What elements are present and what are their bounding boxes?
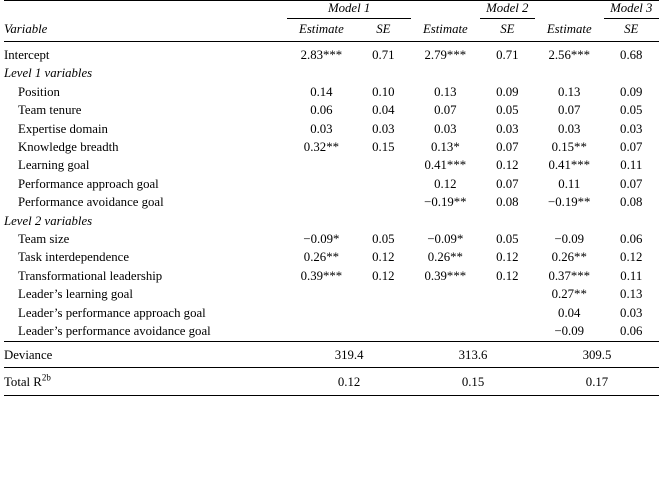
row-value: −0.09* xyxy=(303,232,340,247)
row-value xyxy=(411,304,480,322)
row-label: Expertise domain xyxy=(18,121,108,136)
row-value: −0.09* xyxy=(427,232,464,247)
row-value xyxy=(535,212,604,230)
row-value xyxy=(356,193,411,211)
row-value: 0.11 xyxy=(620,158,643,173)
model-2-header: Model 2 xyxy=(480,1,535,19)
row-value: 0.07 xyxy=(496,176,519,191)
table-row xyxy=(4,64,659,82)
total-r-label-prefix: Total R xyxy=(4,374,42,389)
model-1-estimate-header: Estimate xyxy=(287,19,356,42)
total-r-value: 0.15 xyxy=(411,367,535,395)
row-value: 0.37*** xyxy=(548,268,591,283)
row-value: 0.03 xyxy=(558,121,581,136)
model-3-header: Model 3 xyxy=(604,1,659,19)
row-value: 0.26** xyxy=(427,250,463,265)
total-r-row xyxy=(4,367,659,395)
table-row xyxy=(4,83,659,101)
row-label: Knowledge breadth xyxy=(18,140,119,155)
row-value xyxy=(535,64,604,82)
row-value xyxy=(411,322,480,341)
row-value: 0.32** xyxy=(303,140,339,155)
row-label: Learning goal xyxy=(18,158,90,173)
row-value xyxy=(287,212,356,230)
model-1-header: Model 1 xyxy=(287,1,411,19)
row-value: −0.09 xyxy=(554,324,585,339)
row-value xyxy=(604,212,659,230)
model-1-se-header: SE xyxy=(356,19,411,42)
row-value xyxy=(480,64,535,82)
row-value: 0.12 xyxy=(434,176,457,191)
row-label: Leader’s performance avoidance goal xyxy=(18,324,211,339)
row-label: Team tenure xyxy=(18,103,82,118)
row-value: 2.56*** xyxy=(548,48,591,62)
row-value: 0.71 xyxy=(496,48,519,62)
row-label: Intercept xyxy=(4,48,50,62)
row-value xyxy=(356,304,411,322)
row-value: 0.71 xyxy=(372,48,395,62)
summary-value: 309.5 xyxy=(535,341,659,367)
row-value: 0.12 xyxy=(496,250,519,265)
row-value: 0.05 xyxy=(620,103,643,118)
row-label: Leader’s learning goal xyxy=(18,287,133,302)
row-label: Position xyxy=(18,84,60,99)
row-value: 0.08 xyxy=(620,195,643,210)
row-value: −0.19** xyxy=(424,195,467,210)
row-value: 0.03 xyxy=(310,121,333,136)
row-value xyxy=(480,285,535,303)
header-gap-2 xyxy=(535,1,604,19)
table-row xyxy=(4,285,659,303)
row-value xyxy=(287,322,356,341)
row-value: 0.11 xyxy=(558,176,581,191)
row-value: 0.12 xyxy=(496,268,519,283)
row-label: Level 1 variables xyxy=(4,66,93,81)
row-value: 0.05 xyxy=(496,232,519,247)
row-value: 0.06 xyxy=(620,232,643,247)
table-row xyxy=(4,304,659,322)
row-value xyxy=(287,156,356,174)
row-value: 0.07 xyxy=(434,103,457,118)
row-value: 0.14 xyxy=(310,84,333,99)
total-r-value: 0.12 xyxy=(287,367,411,395)
row-value: 0.12 xyxy=(372,268,395,283)
row-value: 0.04 xyxy=(558,305,581,320)
row-value xyxy=(287,304,356,322)
row-label: Leader’s performance approach goal xyxy=(18,305,206,320)
header-gap-1 xyxy=(411,1,480,19)
row-value: 0.13 xyxy=(558,84,581,99)
row-value: 0.27** xyxy=(551,287,587,302)
row-value: 0.12 xyxy=(496,158,519,173)
row-value xyxy=(356,175,411,193)
row-value: 0.41*** xyxy=(548,158,591,173)
row-value: 0.12 xyxy=(372,250,395,265)
row-value: 0.07 xyxy=(558,103,581,118)
table-summary xyxy=(4,341,659,396)
row-value xyxy=(411,64,480,82)
row-value: 0.05 xyxy=(372,232,395,247)
model-2-estimate-header: Estimate xyxy=(411,19,480,42)
model-2-se-header: SE xyxy=(480,19,535,42)
row-label: Task interdependence xyxy=(18,250,130,265)
row-value xyxy=(356,156,411,174)
row-value xyxy=(356,212,411,230)
row-value: 0.03 xyxy=(496,121,519,136)
row-value: 0.10 xyxy=(372,84,395,99)
model-3-se-header: SE xyxy=(604,19,659,42)
row-value: 0.03 xyxy=(434,121,457,136)
table-row xyxy=(4,230,659,248)
row-value: 0.13 xyxy=(620,287,643,302)
row-value xyxy=(411,285,480,303)
summary-label: Deviance xyxy=(4,341,287,367)
row-value: 0.39*** xyxy=(300,268,343,283)
row-value: 0.12 xyxy=(620,250,643,265)
row-value: 0.26** xyxy=(303,250,339,265)
row-value: 0.09 xyxy=(620,84,643,99)
total-r-label xyxy=(4,367,287,395)
row-value: 0.03 xyxy=(372,121,395,136)
row-value: 0.68 xyxy=(620,48,643,62)
row-label: Transformational leadership xyxy=(18,268,163,283)
table-row xyxy=(4,248,659,266)
table-row xyxy=(4,120,659,138)
row-value: 0.08 xyxy=(496,195,519,210)
row-value: 0.39*** xyxy=(424,268,467,283)
row-value xyxy=(411,212,480,230)
row-value: 0.41*** xyxy=(424,158,467,173)
row-value: 0.15 xyxy=(372,140,395,155)
row-value: 0.07 xyxy=(496,140,519,155)
row-label: Performance approach goal xyxy=(18,176,159,191)
row-value: 0.15** xyxy=(551,140,587,155)
row-value: 0.26** xyxy=(551,250,587,265)
row-value xyxy=(287,64,356,82)
summary-value: 319.4 xyxy=(287,341,411,367)
row-value xyxy=(356,322,411,341)
table-row xyxy=(4,156,659,174)
table-header-models-row xyxy=(4,1,659,19)
summary-value: 313.6 xyxy=(411,341,535,367)
total-r-value: 0.17 xyxy=(535,367,659,395)
row-label: Performance avoidance goal xyxy=(18,195,164,210)
summary-row xyxy=(4,341,659,367)
row-value xyxy=(604,64,659,82)
table-body xyxy=(4,42,659,342)
row-value xyxy=(480,322,535,341)
row-value xyxy=(287,193,356,211)
row-value: 0.03 xyxy=(620,305,643,320)
total-r-superscript: 2b xyxy=(41,372,51,383)
row-value xyxy=(356,285,411,303)
row-value: 0.13 xyxy=(434,84,457,99)
row-value: 0.09 xyxy=(496,84,519,99)
row-value: 2.83*** xyxy=(300,48,343,62)
row-value xyxy=(287,175,356,193)
row-value xyxy=(480,304,535,322)
row-value xyxy=(356,64,411,82)
row-label: Level 2 variables xyxy=(4,213,93,228)
row-value: −0.19** xyxy=(548,195,591,210)
row-value: 0.03 xyxy=(620,121,643,136)
table-row xyxy=(4,138,659,156)
row-value: 0.05 xyxy=(496,103,519,118)
header-blank-cell xyxy=(4,1,287,19)
row-value: 2.79*** xyxy=(424,48,467,62)
table-row xyxy=(4,322,659,341)
row-value: 0.07 xyxy=(620,176,643,191)
table-row xyxy=(4,175,659,193)
row-value xyxy=(480,212,535,230)
table-row xyxy=(4,42,659,65)
row-value: 0.04 xyxy=(372,103,395,118)
row-value: −0.09 xyxy=(554,232,585,247)
table-row xyxy=(4,267,659,285)
table-header-columns-row xyxy=(4,19,659,42)
row-value xyxy=(287,285,356,303)
variable-column-header: Variable xyxy=(4,19,287,42)
row-value: 0.11 xyxy=(620,268,643,283)
row-value: 0.06 xyxy=(310,103,333,118)
model-3-estimate-header: Estimate xyxy=(535,19,604,42)
row-value: 0.06 xyxy=(620,324,643,339)
table-row xyxy=(4,101,659,119)
table-row xyxy=(4,193,659,211)
row-value: 0.13* xyxy=(430,140,460,155)
row-label: Team size xyxy=(18,232,70,247)
table-row xyxy=(4,212,659,230)
row-value: 0.07 xyxy=(620,140,643,155)
regression-results-table xyxy=(4,0,659,396)
